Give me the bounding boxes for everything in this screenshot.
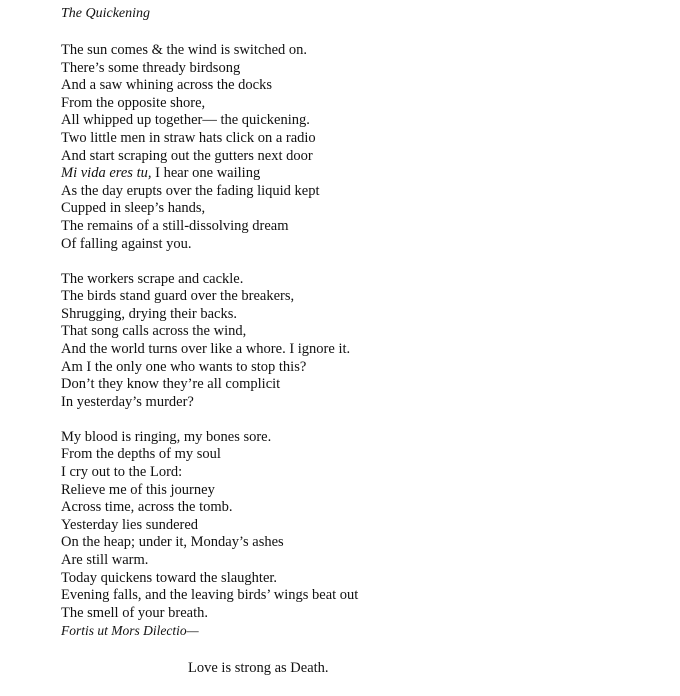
poem-line: The workers scrape and cackle. xyxy=(61,270,244,287)
stanza-2 xyxy=(61,271,661,412)
poem-line: Don’t they know they’re all complicit xyxy=(61,376,281,393)
stanza-3 xyxy=(61,429,661,640)
poem-line-mixed xyxy=(61,165,661,183)
poem-line: The birds stand guard over the breakers, xyxy=(61,288,295,305)
poem-line: Are still warm. xyxy=(61,552,149,569)
poem-line: Across time, across the tomb. xyxy=(61,499,233,516)
closing-line: Love is strong as Death. xyxy=(188,660,329,676)
stanza-1 xyxy=(61,42,661,253)
poem-line: And a saw whining across the docks xyxy=(61,77,273,94)
poem-line: That song calls across the wind, xyxy=(61,323,247,340)
latin-epigraph: Fortis ut Mors Dilectio— xyxy=(61,623,199,639)
poem-line: All whipped up together— the quickening. xyxy=(61,112,310,129)
spanish-phrase: Mi vida eres tu, xyxy=(61,165,152,182)
poem-line: As the day erupts over the fading liquid kept xyxy=(61,182,320,199)
poem-page xyxy=(61,4,661,658)
poem-line: Evening falls, and the leaving birds’ wings beat out xyxy=(61,587,359,604)
poem-line: Cupped in sleep’s hands, xyxy=(61,200,206,217)
poem-line: The sun comes & the wind is switched on. xyxy=(61,42,308,58)
poem-line: From the depths of my soul xyxy=(61,446,221,463)
poem-line: I cry out to the Lord: xyxy=(61,464,183,481)
poem-line-rest: I hear one wailing xyxy=(151,165,261,182)
poem-line: The smell of your breath. xyxy=(61,604,208,621)
poem-line: There’s some thready birdsong xyxy=(61,59,241,76)
poem-line: Am I the only one who wants to stop this? xyxy=(61,358,307,375)
poem-line: The remains of a still-dissolving dream xyxy=(61,217,289,234)
poem-line: From the opposite shore, xyxy=(61,94,206,111)
poem-line: Yesterday lies sundered xyxy=(61,516,199,533)
poem-line: Two little men in straw hats click on a radio xyxy=(61,129,316,146)
poem-title: The Quickening xyxy=(61,6,151,21)
poem-line: And start scraping out the gutters next door xyxy=(61,147,313,164)
poem-line: And the world turns over like a whore. I ignore it. xyxy=(61,341,351,357)
poem-line: Shrugging, drying their backs. xyxy=(61,305,237,322)
poem-line: Of falling against you. xyxy=(61,235,192,252)
poem-line: Today quickens toward the slaughter. xyxy=(61,569,278,586)
poem-line: In yesterday’s murder? xyxy=(61,393,194,410)
poem-line: On the heap; under it, Monday’s ashes xyxy=(61,534,284,551)
poem-line: My blood is ringing, my bones sore. xyxy=(61,428,272,445)
poem-line: Relieve me of this journey xyxy=(61,481,215,498)
